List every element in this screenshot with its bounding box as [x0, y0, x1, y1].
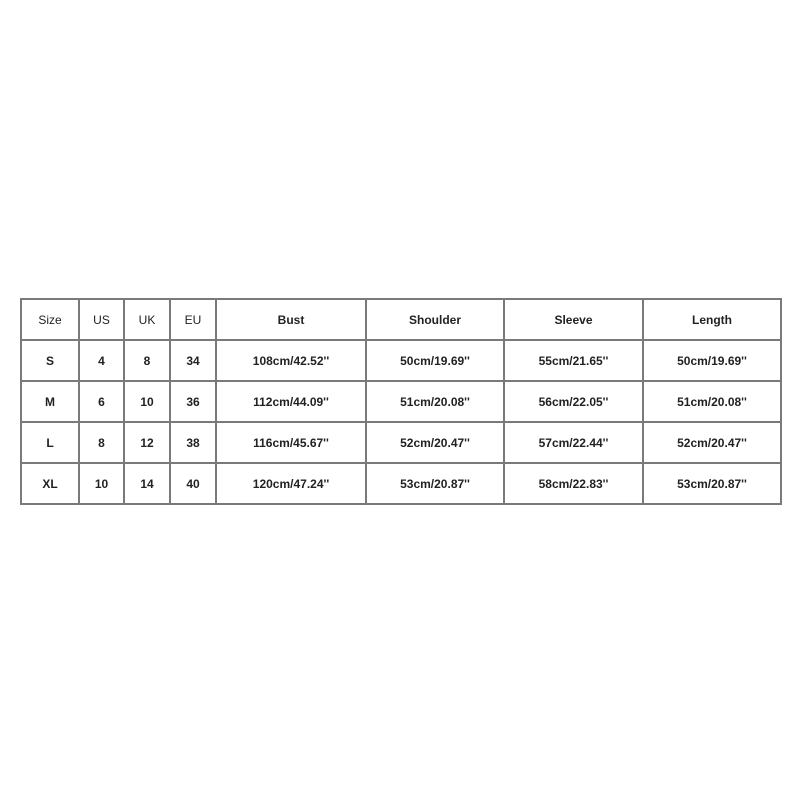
cell-shoulder: 51cm/20.08''	[366, 381, 504, 422]
cell-us: 8	[79, 422, 124, 463]
cell-length: 50cm/19.69''	[643, 340, 781, 381]
header-us: US	[79, 299, 124, 340]
cell-shoulder: 53cm/20.87''	[366, 463, 504, 504]
cell-eu: 34	[170, 340, 216, 381]
table-header-row	[21, 299, 781, 340]
cell-us: 10	[79, 463, 124, 504]
cell-uk: 12	[124, 422, 170, 463]
header-uk: UK	[124, 299, 170, 340]
cell-sleeve: 55cm/21.65''	[504, 340, 643, 381]
cell-size: S	[21, 340, 79, 381]
cell-length: 52cm/20.47''	[643, 422, 781, 463]
table-row	[21, 381, 781, 422]
table-row	[21, 463, 781, 504]
cell-shoulder: 52cm/20.47''	[366, 422, 504, 463]
size-chart-table	[20, 298, 782, 505]
cell-bust: 120cm/47.24''	[216, 463, 366, 504]
cell-size: L	[21, 422, 79, 463]
header-bust: Bust	[216, 299, 366, 340]
cell-shoulder: 50cm/19.69''	[366, 340, 504, 381]
cell-length: 53cm/20.87''	[643, 463, 781, 504]
header-eu: EU	[170, 299, 216, 340]
table-row	[21, 340, 781, 381]
header-size: Size	[21, 299, 79, 340]
cell-eu: 40	[170, 463, 216, 504]
cell-bust: 108cm/42.52''	[216, 340, 366, 381]
header-shoulder: Shoulder	[366, 299, 504, 340]
cell-eu: 38	[170, 422, 216, 463]
cell-eu: 36	[170, 381, 216, 422]
cell-bust: 112cm/44.09''	[216, 381, 366, 422]
header-length: Length	[643, 299, 781, 340]
cell-uk: 8	[124, 340, 170, 381]
cell-bust: 116cm/45.67''	[216, 422, 366, 463]
cell-us: 4	[79, 340, 124, 381]
cell-sleeve: 56cm/22.05''	[504, 381, 643, 422]
table-row	[21, 422, 781, 463]
cell-uk: 14	[124, 463, 170, 504]
cell-length: 51cm/20.08''	[643, 381, 781, 422]
cell-size: M	[21, 381, 79, 422]
header-sleeve: Sleeve	[504, 299, 643, 340]
cell-size: XL	[21, 463, 79, 504]
cell-sleeve: 57cm/22.44''	[504, 422, 643, 463]
cell-us: 6	[79, 381, 124, 422]
cell-sleeve: 58cm/22.83''	[504, 463, 643, 504]
cell-uk: 10	[124, 381, 170, 422]
